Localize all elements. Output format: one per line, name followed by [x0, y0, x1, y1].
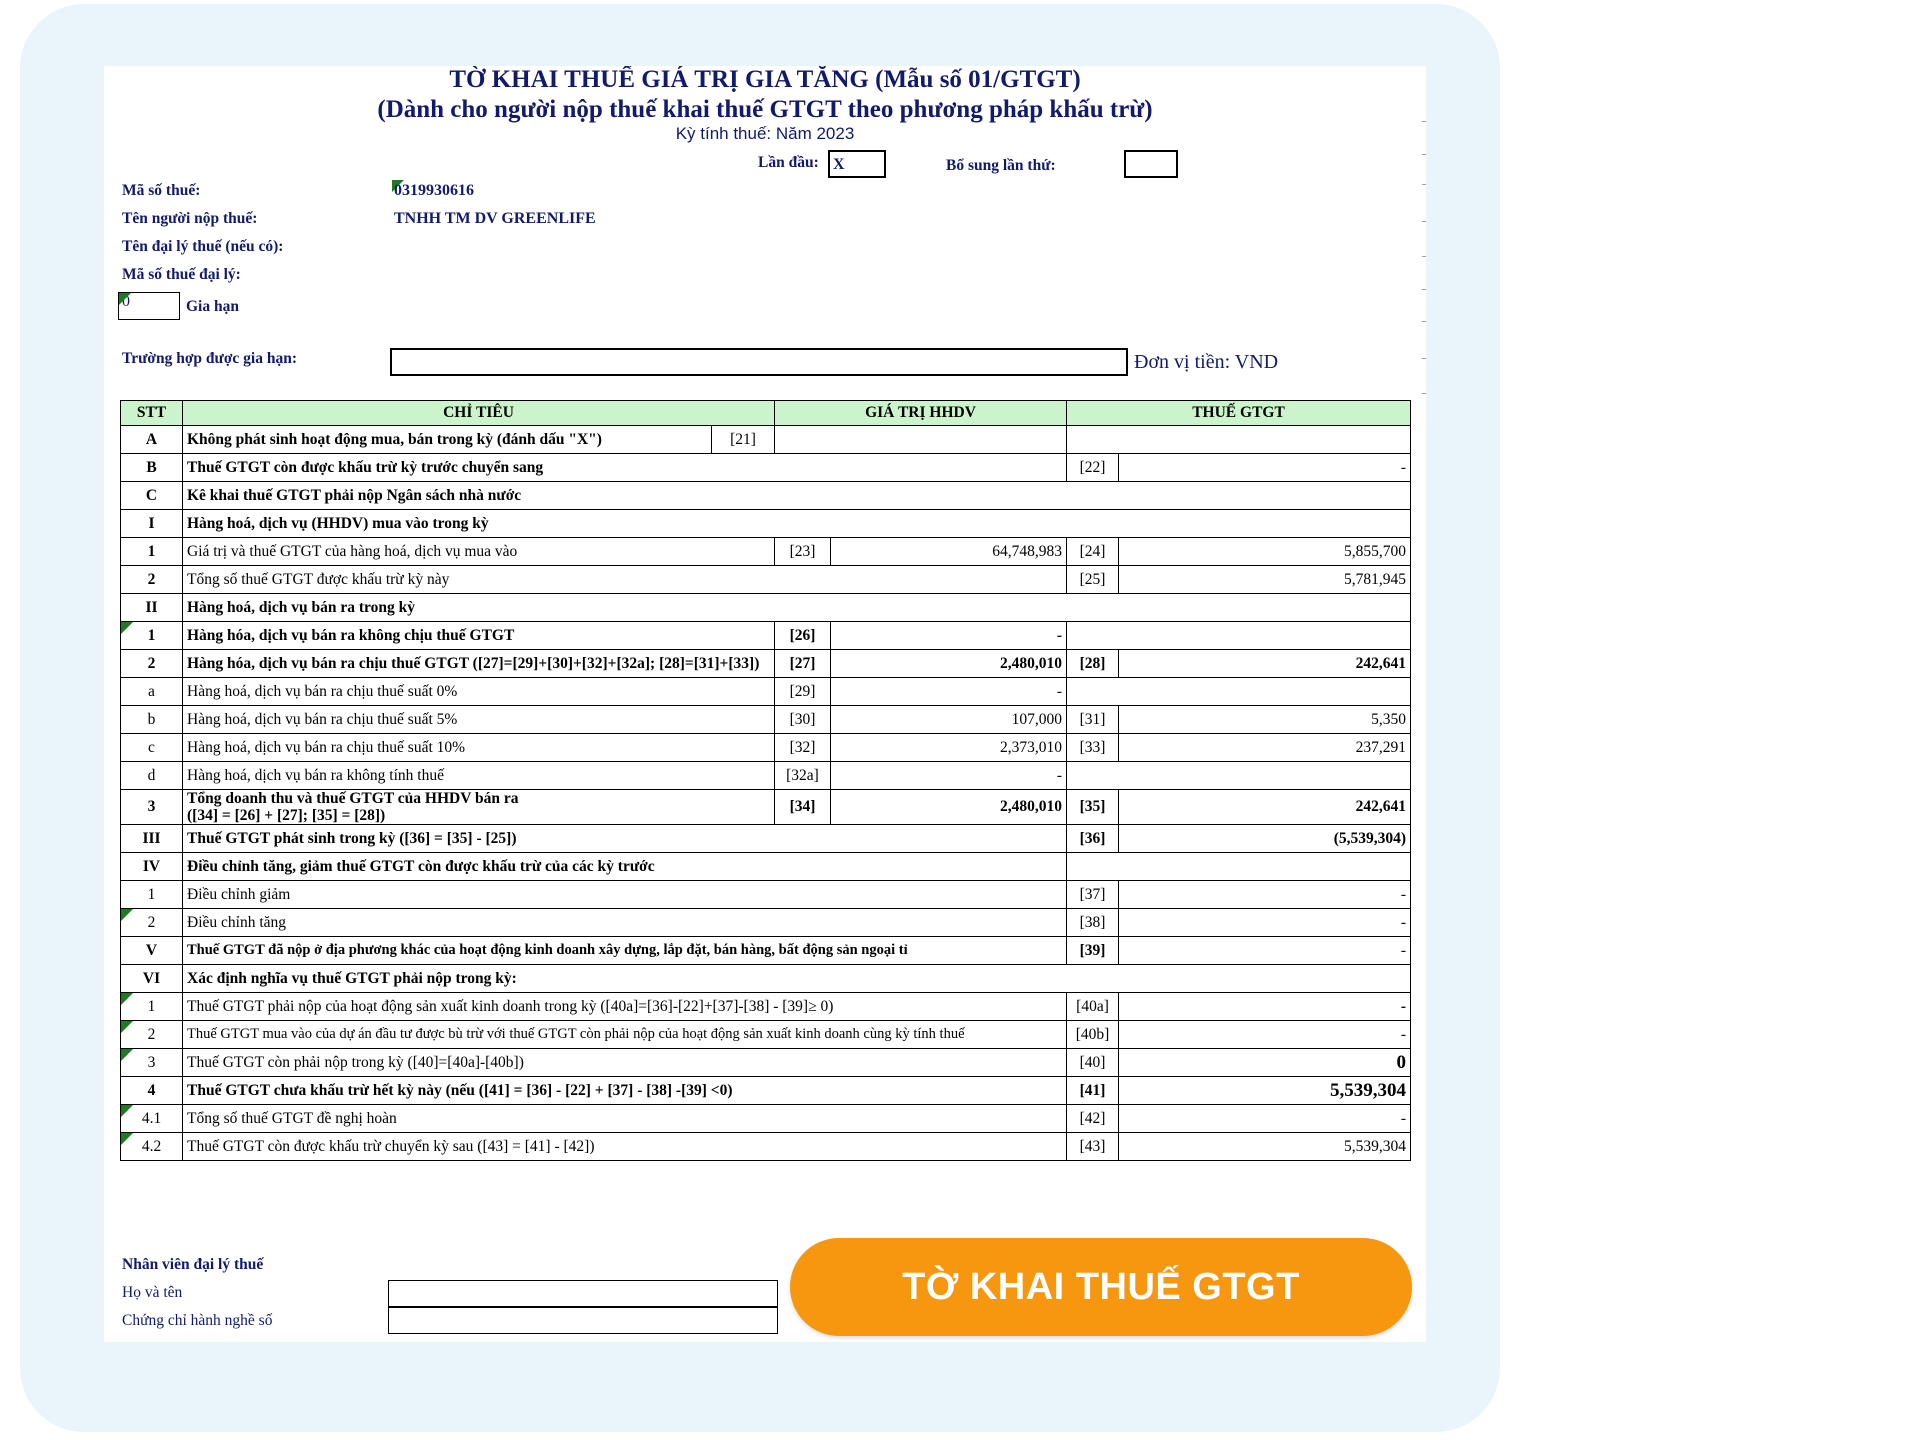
full-name-label: Họ và tên: [122, 1284, 183, 1301]
row-stt-text: 4.1: [141, 1109, 162, 1127]
row-value: -: [831, 762, 1067, 790]
row-tax-code: [42]: [1067, 1105, 1119, 1133]
tax-code-value: 0319930616: [394, 182, 474, 199]
row-label: Tổng số thuế GTGT được khấu trừ kỳ này: [183, 566, 1067, 594]
row-value: -: [831, 622, 1067, 650]
row-tax-code: [40]: [1067, 1049, 1119, 1077]
extension-field[interactable]: 0: [118, 292, 180, 320]
table-row: [121, 454, 1411, 482]
tax-code-label: Mã số thuế:: [122, 182, 201, 199]
row-tax-value: -: [1119, 993, 1411, 1021]
extension-case-label: Trường hợp được gia hạn:: [122, 350, 297, 367]
row-tax-code: [22]: [1067, 454, 1119, 482]
row-tax-code: [33]: [1067, 734, 1119, 762]
form-subtitle: (Dành cho người nộp thuế khai thuế GTGT theo phương pháp khấu trừ): [377, 96, 1153, 123]
row-label: Hàng hoá, dịch vụ bán ra chịu thuế suất 10%: [183, 734, 775, 762]
row-tax-code: [24]: [1067, 538, 1119, 566]
row-label: Thuế GTGT còn được khấu trừ kỳ trước chuyển sang: [183, 454, 1067, 482]
table-row: [121, 678, 1411, 706]
row-label: Hàng hoá, dịch vụ bán ra chịu thuế suất 5%: [183, 706, 775, 734]
row-tax-value: 237,291: [1119, 734, 1411, 762]
row-stt: B: [121, 454, 183, 482]
row-tax-value: -: [1119, 1021, 1411, 1049]
row-label: [183, 790, 775, 825]
row-value: 2,480,010: [831, 790, 1067, 825]
row-label: Giá trị và thuế GTGT của hàng hoá, dịch vụ mua vào: [183, 538, 775, 566]
row-label: Hàng hóa, dịch vụ bán ra không chịu thuế GTGT: [183, 622, 775, 650]
cell-flag-icon: [121, 1049, 133, 1061]
row-stt: [121, 1049, 183, 1077]
row-stt: VI: [121, 965, 183, 993]
row-stt: [121, 1021, 183, 1049]
row-tax-value: -: [1119, 937, 1411, 965]
col-header-stt: STT: [121, 401, 183, 426]
row-tax-cell: [1067, 426, 1411, 454]
row-label-line1: Tổng doanh thu và thuế GTGT của HHDV bán ra: [187, 790, 519, 807]
row-stt: A: [121, 426, 183, 454]
row-tax-cell: [1067, 678, 1411, 706]
row-label: Hàng hoá, dịch vụ bán ra trong kỳ: [183, 594, 1411, 622]
row-label: Thuế GTGT còn được khấu trừ chuyển kỳ sau ([43] = [41] - [42]): [183, 1133, 1067, 1161]
table-row: [121, 762, 1411, 790]
row-stt-text: 2: [147, 913, 156, 931]
row-tax-code: [40a]: [1067, 993, 1119, 1021]
row-value-code: [23]: [775, 538, 831, 566]
form-title: TỜ KHAI THUẾ GIÁ TRỊ GIA TĂNG (Mẫu số 01/GTGT): [449, 66, 1081, 93]
table-row: [121, 734, 1411, 762]
table-row: [121, 538, 1411, 566]
cell-flag-icon: [121, 1021, 133, 1033]
row-tax-code: [36]: [1067, 825, 1119, 853]
cell-flag-icon: [121, 1105, 133, 1117]
row-value: 107,000: [831, 706, 1067, 734]
currency-label: Đơn vị tiền: VND: [1134, 351, 1279, 373]
extension-label: Gia hạn: [186, 298, 239, 315]
row-label: [183, 426, 775, 454]
supplement-field[interactable]: [1124, 150, 1178, 178]
row-stt: [121, 622, 183, 650]
row-stt-text: 4.2: [141, 1137, 162, 1155]
row-stt: c: [121, 734, 183, 762]
row-value: -: [831, 678, 1067, 706]
row-tax-code: [35]: [1067, 790, 1119, 825]
row-stt: C: [121, 482, 183, 510]
table-row: [121, 650, 1411, 678]
row-stt: 1: [121, 881, 183, 909]
table-row: [121, 937, 1411, 965]
table-row: [121, 510, 1411, 538]
sheet-edge-ticks: [1422, 66, 1426, 1342]
row-tax-value: 5,781,945: [1119, 566, 1411, 594]
table-row: [121, 1021, 1411, 1049]
row-stt: 2: [121, 566, 183, 594]
row-label: Thuế GTGT mua vào của dự án đầu tư được bù trừ với thuế GTGT còn phải nộp của hoạt động sản xuất kinh doanh cùng kỳ tính thuế: [183, 1021, 1067, 1049]
row-value: 2,480,010: [831, 650, 1067, 678]
tax-table: [120, 400, 1411, 1161]
row-label: Hàng hoá, dịch vụ bán ra chịu thuế suất 0%: [183, 678, 775, 706]
row-tax-value: -: [1119, 881, 1411, 909]
row-label: Thuế GTGT phải nộp của hoạt động sản xuất kinh doanh trong kỳ ([40a]=[36]-[22]+[37]-[38] - [39]≥ 0): [183, 993, 1067, 1021]
extension-case-field[interactable]: [390, 348, 1128, 376]
row-tax-cell: [1067, 853, 1411, 881]
table-row: [121, 1077, 1411, 1105]
row-label: Xác định nghĩa vụ thuế GTGT phải nộp trong kỳ:: [183, 965, 1411, 993]
row-tax-value: -: [1119, 909, 1411, 937]
agent-staff-title: Nhân viên đại lý thuế: [122, 1256, 264, 1273]
taxpayer-name-value: TNHH TM DV GREENLIFE: [394, 210, 596, 227]
table-row: [121, 706, 1411, 734]
row-tax-code: [41]: [1067, 1077, 1119, 1105]
cell-flag-icon: [121, 909, 133, 921]
row-value: 2,373,010: [831, 734, 1067, 762]
certificate-field[interactable]: [388, 1307, 778, 1334]
table-row: [121, 594, 1411, 622]
row-tax-value: 242,641: [1119, 790, 1411, 825]
row-tax-value: 5,350: [1119, 706, 1411, 734]
row-tax-value: -: [1119, 454, 1411, 482]
row-value-code: [29]: [775, 678, 831, 706]
row-value-code: [30]: [775, 706, 831, 734]
row-value-code: [32a]: [775, 762, 831, 790]
supplement-label: Bổ sung lần thứ:: [946, 157, 1056, 174]
table-header-row: [121, 401, 1411, 426]
row-label: Hàng hoá, dịch vụ (HHDV) mua vào trong kỳ: [183, 510, 1411, 538]
row-value-code: [32]: [775, 734, 831, 762]
table-row: [121, 993, 1411, 1021]
row-tax-code: [28]: [1067, 650, 1119, 678]
tax-form-sheet: [104, 66, 1426, 1342]
row-stt: 3: [121, 790, 183, 825]
row-label: Thuế GTGT phát sinh trong kỳ ([36] = [35] - [25]): [183, 825, 1067, 853]
row-value-cell: [775, 426, 1067, 454]
table-row: [121, 1105, 1411, 1133]
first-time-label: Lần đầu:: [758, 154, 819, 171]
row-stt: [121, 993, 183, 1021]
row-stt: II: [121, 594, 183, 622]
row-tax-value: 5,539,304: [1119, 1077, 1411, 1105]
cell-flag-icon: [121, 1133, 133, 1145]
col-header-value: GIÁ TRỊ HHDV: [775, 401, 1067, 426]
row-label: Thuế GTGT đã nộp ở địa phương khác của hoạt động kinh doanh xây dựng, lắp đặt, bán hàng, bất động sản ngoại tỉ: [183, 937, 1067, 965]
row-stt: 2: [121, 650, 183, 678]
row-stt: b: [121, 706, 183, 734]
row-tax-value: 0: [1119, 1049, 1411, 1077]
row-stt: I: [121, 510, 183, 538]
row-code: [21]: [711, 426, 774, 453]
row-stt: 1: [121, 538, 183, 566]
row-stt: [121, 1133, 183, 1161]
row-tax-code: [39]: [1067, 937, 1119, 965]
form-banner: TỜ KHAI THUẾ GTGT: [790, 1238, 1412, 1336]
table-row: [121, 426, 1411, 454]
cell-flag-icon: [119, 293, 131, 305]
table-row: [121, 482, 1411, 510]
table-row: [121, 622, 1411, 650]
row-label-text: Không phát sinh hoạt động mua, bán trong kỳ (đánh dấu "X"): [187, 430, 602, 448]
row-tax-code: [38]: [1067, 909, 1119, 937]
row-label: Kê khai thuế GTGT phải nộp Ngân sách nhà nước: [183, 482, 1411, 510]
agent-code-label: Mã số thuế đại lý:: [122, 266, 241, 283]
table-row: [121, 909, 1411, 937]
row-stt: 4: [121, 1077, 183, 1105]
row-label: Tổng số thuế GTGT đề nghị hoàn: [183, 1105, 1067, 1133]
row-tax-code: [31]: [1067, 706, 1119, 734]
row-stt: [121, 909, 183, 937]
row-label: Điều chỉnh tăng: [183, 909, 1067, 937]
row-stt: a: [121, 678, 183, 706]
row-stt: [121, 1105, 183, 1133]
table-row: [121, 881, 1411, 909]
row-tax-code: [37]: [1067, 881, 1119, 909]
table-row: [121, 566, 1411, 594]
row-tax-value: 5,855,700: [1119, 538, 1411, 566]
full-name-field[interactable]: [388, 1280, 778, 1307]
row-stt: III: [121, 825, 183, 853]
cell-flag-icon: [121, 993, 133, 1005]
row-label: Thuế GTGT còn phải nộp trong kỳ ([40]=[40a]-[40b]): [183, 1049, 1067, 1077]
row-value: 64,748,983: [831, 538, 1067, 566]
row-tax-value: 242,641: [1119, 650, 1411, 678]
row-value-code: [26]: [775, 622, 831, 650]
row-tax-code: [40b]: [1067, 1021, 1119, 1049]
table-row: [121, 965, 1411, 993]
row-label: Thuế GTGT chưa khấu trừ hết kỳ này (nếu ([41] = [36] - [22] + [37] - [38] -[39] <0): [183, 1077, 1067, 1105]
row-value-code: [27]: [775, 650, 831, 678]
row-stt-text: 2: [147, 1025, 156, 1043]
row-label: Điều chỉnh tăng, giảm thuế GTGT còn được khấu trừ của các kỳ trước: [183, 853, 1067, 881]
taxpayer-name-label: Tên người nộp thuế:: [122, 210, 258, 227]
row-stt: d: [121, 762, 183, 790]
row-stt-text: 3: [147, 1053, 156, 1071]
row-label: Hàng hoá, dịch vụ bán ra không tính thuế: [183, 762, 775, 790]
row-stt: V: [121, 937, 183, 965]
row-stt: IV: [121, 853, 183, 881]
row-tax-cell: [1067, 622, 1411, 650]
first-time-field[interactable]: X: [828, 150, 886, 178]
row-tax-cell: [1067, 762, 1411, 790]
table-row: [121, 1133, 1411, 1161]
row-tax-value: 5,539,304: [1119, 1133, 1411, 1161]
row-label: Điều chỉnh giảm: [183, 881, 1067, 909]
row-value-code: [34]: [775, 790, 831, 825]
row-label-line2: ([34] = [26] + [27]; [35] = [28]): [187, 807, 386, 824]
col-header-tax: THUẾ GTGT: [1067, 401, 1411, 426]
row-label: Hàng hóa, dịch vụ bán ra chịu thuế GTGT ([27]=[29]+[30]+[32]+[32a]; [28]=[31]+[33]): [183, 650, 775, 678]
table-row: [121, 1049, 1411, 1077]
table-row: [121, 825, 1411, 853]
cell-flag-icon: [121, 622, 133, 634]
row-stt-text: 1: [147, 997, 156, 1015]
col-header-item: CHỈ TIÊU: [183, 401, 775, 426]
certificate-label: Chứng chỉ hành nghề số: [122, 1312, 273, 1329]
row-tax-value: -: [1119, 1105, 1411, 1133]
agent-name-label: Tên đại lý thuế (nếu có):: [122, 238, 284, 255]
table-row: [121, 790, 1411, 825]
row-tax-value: (5,539,304): [1119, 825, 1411, 853]
row-tax-code: [25]: [1067, 566, 1119, 594]
table-row: [121, 853, 1411, 881]
tax-period: Kỳ tính thuế: Năm 2023: [675, 124, 855, 143]
row-stt-text: 1: [147, 626, 156, 644]
row-tax-code: [43]: [1067, 1133, 1119, 1161]
